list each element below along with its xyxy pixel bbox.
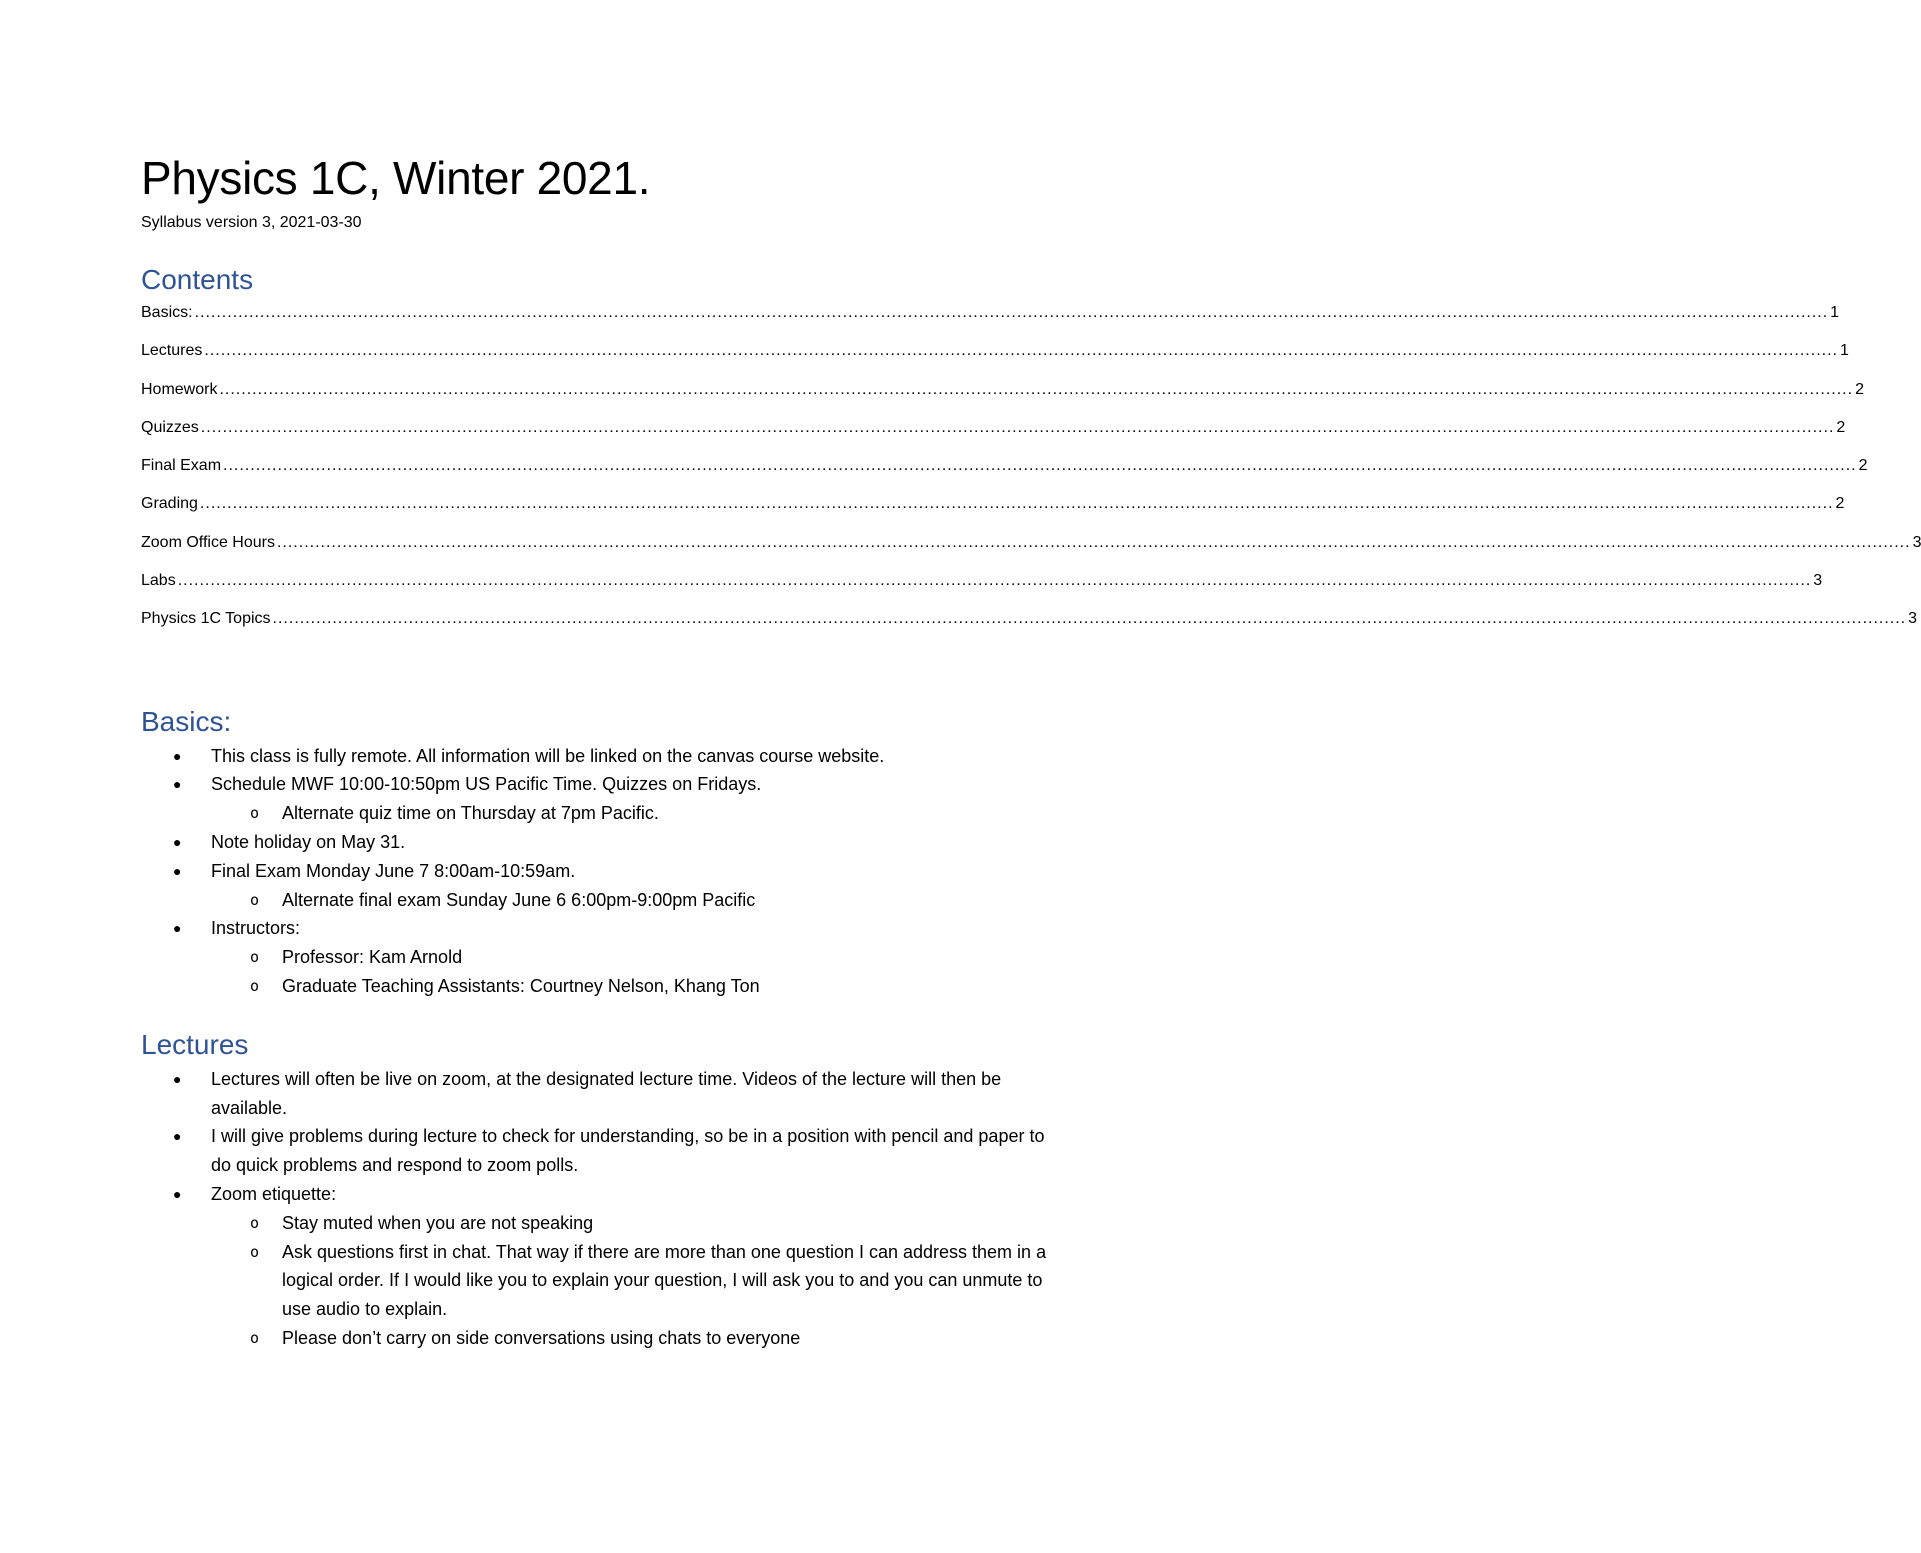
toc-entry-title: Homework (141, 380, 218, 398)
toc-entry-title: Basics: (141, 304, 193, 321)
toc-entry-page: 3 (1813, 572, 1823, 590)
list-item (141, 1180, 1059, 1353)
toc-entry-title: Quizzes (141, 418, 199, 436)
sub-list-item (211, 799, 1059, 828)
sub-bullet-icon: o (250, 1213, 260, 1232)
sub-list (211, 886, 1059, 915)
list-item-text: Instructors: (211, 918, 301, 939)
toc-leader-dots: ............................................................................................................................................................................................................................................................................................................ (204, 342, 1838, 360)
sub-list-item (211, 1209, 1059, 1238)
toc-leader-dots: ............................................................................................................................................................................................................................................................................................................ (276, 533, 1911, 551)
sub-list (211, 943, 1059, 1001)
toc-leader-dots: ............................................................................................................................................................................................................................................................................................................ (199, 495, 1834, 513)
document-page (141, 150, 1921, 1353)
toc-entry-page: 1 (1839, 342, 1849, 360)
bullet-icon: ● (173, 834, 182, 851)
sub-bullet-icon: o (250, 890, 260, 909)
bullet-icon: ● (173, 862, 182, 879)
toc-entry-page: 1 (1830, 304, 1840, 321)
lectures-list (141, 1065, 1059, 1353)
toc-entry-page: 2 (1855, 380, 1864, 398)
toc-entry-lectures[interactable] (141, 340, 1849, 378)
toc-leader-dots: ............................................................................................................................................................................................................................................................................................................ (219, 380, 1854, 398)
toc-entry-basics[interactable] (141, 302, 1840, 340)
sub-list-item-text: Stay muted when you are not speaking (282, 1212, 594, 1233)
sub-bullet-icon: o (250, 948, 260, 967)
list-item-text: Final Exam Monday June 7 8:00am-10:59am. (211, 860, 576, 881)
toc-leader-dots: ............................................................................................................................................................................................................................................................................................................ (223, 457, 1857, 475)
toc-entry-zoom-office-hours[interactable] (141, 532, 1921, 570)
sub-list (211, 1209, 1059, 1353)
toc-leader-dots: ............................................................................................................................................................................................................................................................................................................ (194, 304, 1829, 321)
toc-heading: Contents (141, 264, 254, 295)
list-item-text: Lectures will often be live on zoom, at the designated lecture time. Videos of the lecture will then be available. (211, 1068, 1002, 1118)
list-item (141, 742, 1059, 771)
sub-list-item-text: Ask questions first in chat. That way if there are more than one question I can address them in a logical order. If I would like you to explain your question, I will ask you to and you can unmute to use audio to explain. (282, 1241, 1047, 1320)
toc-entry-title: Lectures (141, 342, 203, 360)
list-item (141, 770, 1059, 828)
bullet-icon: ● (173, 747, 182, 764)
toc-leader-dots: ............................................................................................................................................................................................................................................................................................................ (177, 572, 1812, 590)
toc-entry-title: Final Exam (141, 457, 222, 475)
toc-entry-title: Zoom Office Hours (141, 533, 275, 551)
list-item-text: Schedule MWF 10:00-10:50pm US Pacific Time. Quizzes on Fridays. (211, 774, 762, 795)
toc-entry-homework[interactable] (141, 379, 1864, 417)
sub-list-item (211, 943, 1059, 972)
table-of-contents (141, 302, 1921, 647)
sub-bullet-icon: o (250, 977, 260, 996)
sub-list-item-text: Please don’t carry on side conversations using chats to everyone (282, 1328, 801, 1349)
section-heading-basics: Basics: (141, 705, 232, 737)
sub-bullet-icon: o (250, 1242, 260, 1261)
list-item-text: This class is fully remote. All information will be linked on the canvas course website. (211, 745, 885, 766)
document-title: Physics 1C, Winter 2021. (141, 152, 651, 204)
toc-entry-page: 3 (1908, 610, 1918, 628)
list-item (141, 828, 1059, 857)
sub-bullet-icon: o (250, 804, 260, 823)
list-item (141, 857, 1059, 915)
document-subtitle: Syllabus version 3, 2021-03-30 (141, 214, 362, 231)
list-item (141, 1065, 1059, 1123)
toc-entry-page: 2 (1836, 418, 1846, 436)
toc-leader-dots: ............................................................................................................................................................................................................................................................................................................ (200, 418, 1835, 436)
sub-list (211, 799, 1059, 828)
toc-entry-title: Grading (141, 495, 198, 513)
sub-list-item-text: Professor: Kam Arnold (282, 947, 463, 968)
sub-list-item (211, 886, 1059, 915)
toc-entry-labs[interactable] (141, 570, 1823, 608)
toc-entry-title: Physics 1C Topics (141, 610, 271, 628)
bullet-icon: ● (173, 1128, 182, 1145)
list-item (141, 1122, 1059, 1180)
section-heading-lectures: Lectures (141, 1028, 249, 1060)
list-item-text: Note holiday on May 31. (211, 832, 406, 853)
list-item-text: Zoom etiquette: (211, 1184, 337, 1205)
bullet-icon: ● (173, 1070, 182, 1087)
toc-entry-physics-1c-topics[interactable] (141, 608, 1918, 646)
toc-entry-page: 3 (1912, 533, 1921, 551)
sub-bullet-icon: o (250, 1329, 260, 1348)
sub-list-item-text: Alternate final exam Sunday June 6 6:00pm-9:00pm Pacific (282, 889, 756, 910)
list-item (141, 914, 1059, 1000)
sub-list-item (211, 972, 1059, 1001)
sub-list-item (211, 1238, 1059, 1324)
sub-list-item-text: Alternate quiz time on Thursday at 7pm Pacific. (282, 803, 659, 824)
toc-entry-page: 2 (1835, 495, 1845, 513)
toc-leader-dots: ............................................................................................................................................................................................................................................................................................................ (272, 610, 1907, 628)
list-item-text: I will give problems during lecture to check for understanding, so be in a position with pencil and paper to do quick problems and respond to zoom polls. (211, 1126, 1045, 1176)
toc-entry-grading[interactable] (141, 493, 1845, 531)
basics-list (141, 742, 1059, 1001)
bullet-icon: ● (173, 776, 182, 793)
bullet-icon: ● (173, 920, 182, 937)
toc-entry-page: 2 (1858, 457, 1868, 475)
sub-list-item (211, 1324, 1059, 1353)
toc-entry-title: Labs (141, 572, 176, 590)
sub-list-item-text: Graduate Teaching Assistants: Courtney Nelson, Khang Ton (282, 976, 760, 997)
bullet-icon: ● (173, 1186, 182, 1203)
toc-entry-final-exam[interactable] (141, 455, 1868, 493)
toc-entry-quizzes[interactable] (141, 417, 1846, 455)
